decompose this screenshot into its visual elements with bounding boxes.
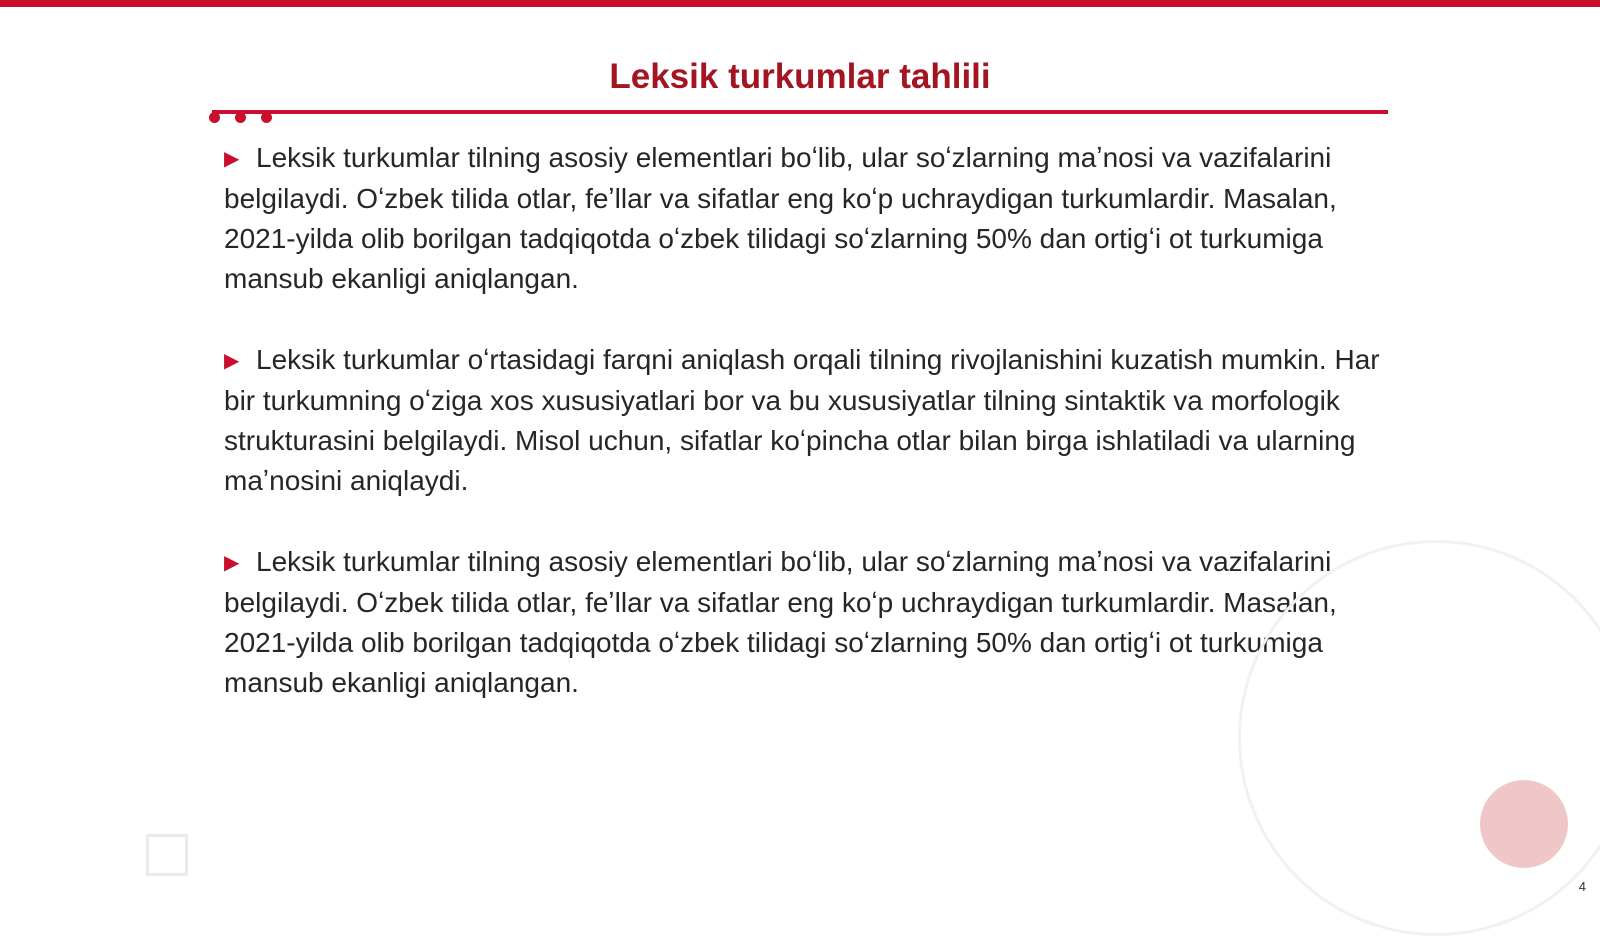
decorative-circle [1480,780,1568,868]
top-accent-bar [0,0,1600,7]
triangle-right-icon: ▶ [224,350,240,372]
bullet-item [224,138,1384,299]
bullet-item [224,542,1384,703]
triangle-right-icon: ▶ [224,148,240,170]
title-divider [212,110,1388,114]
divider-dot [235,112,246,123]
divider-dot [209,112,220,123]
divider-dot [261,112,272,123]
bullet-text: Leksik turkumlar oʻrtasidagi farqni aniqlash orqali tilning rivojlanishini kuzatish mumkin. Har bir turkumning oʻziga xos xususiyatlari bor va bu xususiyatlar tilning sintaktik va morfologik strukturasini belgilaydi. Misol uchun, sifatlar koʻpincha otlar bilan birga ishlatiladi va ularning maʼnosini aniqlaydi. [224,344,1380,496]
bullet-text: Leksik turkumlar tilning asosiy elementlari boʻlib, ular soʻzlarning maʼnosi va vazifalarini belgilaydi. Oʻzbek tilida otlar, feʼllar va sifatlar eng koʻp uchraydigan turkumlardir. Masalan, 2021-yilda olib borilgan tadqiqotda oʻzbek tilidagi soʻzlarning 50% dan ortigʻi ot turkumiga mansub ekanligi aniqlangan. [224,546,1337,698]
triangle-right-icon: ▶ [224,552,240,574]
page-number: 4 [1578,879,1586,894]
slide-title: Leksik turkumlar tahlili [609,57,991,96]
bullet-item [224,340,1384,501]
decorative-square [146,834,188,876]
bullet-text: Leksik turkumlar tilning asosiy elementlari boʻlib, ular soʻzlarning maʼnosi va vazifalarini belgilaydi. Oʻzbek tilida otlar, feʼllar va sifatlar eng koʻp uchraydigan turkumlardir. Masalan, 2021-yilda olib borilgan tadqiqotda oʻzbek tilidagi soʻzlarning 50% dan ortigʻi ot turkumiga mansub ekanligi aniqlangan. [224,142,1337,294]
slide-content [224,138,1384,744]
